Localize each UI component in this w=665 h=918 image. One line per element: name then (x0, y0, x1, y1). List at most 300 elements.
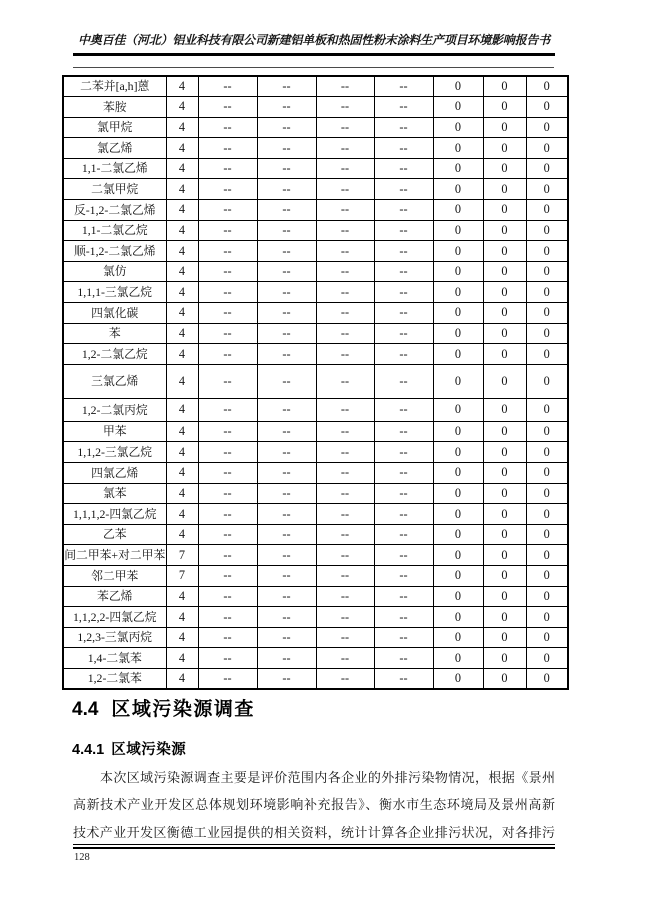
value-cell: -- (257, 344, 316, 365)
table-row (63, 607, 568, 628)
value-cell: -- (257, 138, 316, 159)
value-cell: -- (257, 668, 316, 689)
value-cell: -- (257, 303, 316, 324)
value-cell: 4 (166, 138, 198, 159)
pollutant-name-cell: 1,1-二氯乙烯 (63, 158, 166, 179)
pollutant-name-cell: 1,2-二氯苯 (63, 668, 166, 689)
table-row (63, 76, 568, 97)
table-row (63, 261, 568, 282)
value-cell: 0 (526, 398, 568, 421)
table-continuation-rule (73, 67, 554, 68)
value-cell: 0 (526, 364, 568, 398)
pollutant-name-cell: 1,1,1-三氯乙烷 (63, 282, 166, 303)
value-cell: 0 (526, 220, 568, 241)
value-cell: -- (374, 442, 433, 463)
value-cell: 0 (526, 565, 568, 586)
value-cell: 0 (526, 179, 568, 200)
value-cell: 0 (483, 117, 526, 138)
value-cell: -- (316, 179, 374, 200)
value-cell: -- (198, 97, 257, 118)
value-cell: -- (198, 524, 257, 545)
value-cell: -- (257, 241, 316, 262)
value-cell: 4 (166, 586, 198, 607)
value-cell: 0 (483, 524, 526, 545)
value-cell: -- (198, 158, 257, 179)
value-cell: 0 (433, 138, 483, 159)
value-cell: 0 (433, 200, 483, 221)
value-cell: 0 (483, 344, 526, 365)
value-cell: 0 (433, 97, 483, 118)
value-cell: -- (374, 179, 433, 200)
pollutant-name-cell: 1,2-二氯乙烷 (63, 344, 166, 365)
value-cell: 4 (166, 303, 198, 324)
value-cell: 0 (433, 545, 483, 566)
table-row (63, 504, 568, 525)
value-cell: -- (316, 442, 374, 463)
value-cell: 0 (483, 261, 526, 282)
value-cell: 0 (433, 463, 483, 484)
value-cell: -- (374, 261, 433, 282)
value-cell: 0 (433, 607, 483, 628)
pollutant-name-cell: 氯甲烷 (63, 117, 166, 138)
table-row (63, 179, 568, 200)
value-cell: 4 (166, 179, 198, 200)
value-cell: -- (374, 323, 433, 344)
value-cell: -- (198, 607, 257, 628)
value-cell: 0 (433, 668, 483, 689)
value-cell: -- (316, 565, 374, 586)
value-cell: 0 (433, 504, 483, 525)
value-cell: 0 (483, 179, 526, 200)
value-cell: 0 (526, 261, 568, 282)
value-cell: 0 (433, 586, 483, 607)
value-cell: -- (374, 76, 433, 97)
value-cell: 0 (526, 117, 568, 138)
value-cell: -- (198, 463, 257, 484)
value-cell: -- (316, 545, 374, 566)
value-cell: -- (374, 200, 433, 221)
value-cell: 0 (526, 607, 568, 628)
value-cell: 0 (483, 138, 526, 159)
table-row (63, 220, 568, 241)
table-row (63, 421, 568, 442)
pollutant-name-cell: 二苯并[a,h]蒽 (63, 76, 166, 97)
value-cell: -- (257, 364, 316, 398)
value-cell: 4 (166, 117, 198, 138)
value-cell: 0 (433, 282, 483, 303)
table-row (63, 483, 568, 504)
section-heading (72, 694, 255, 721)
value-cell: 0 (483, 627, 526, 648)
value-cell: -- (257, 463, 316, 484)
value-cell: 0 (433, 76, 483, 97)
value-cell: 0 (433, 627, 483, 648)
value-cell: -- (316, 586, 374, 607)
value-cell: 0 (526, 344, 568, 365)
value-cell: -- (257, 545, 316, 566)
value-cell: -- (374, 627, 433, 648)
table-row (63, 586, 568, 607)
value-cell: 4 (166, 442, 198, 463)
value-cell: 0 (483, 463, 526, 484)
table-row (63, 241, 568, 262)
pollutant-name-cell: 氯苯 (63, 483, 166, 504)
pollutant-name-cell: 1,2-二氯丙烷 (63, 398, 166, 421)
value-cell: -- (374, 586, 433, 607)
table-row (63, 364, 568, 398)
value-cell: -- (198, 627, 257, 648)
value-cell: 0 (483, 200, 526, 221)
pollutant-name-cell: 苯乙烯 (63, 586, 166, 607)
paragraph-line: 高新技术产业开发区总体规划环境影响补充报告》、衡水市生态环境局及景州高新 (73, 797, 555, 813)
table-row (63, 303, 568, 324)
pollutant-name-cell: 1,4-二氯苯 (63, 648, 166, 669)
value-cell: -- (316, 483, 374, 504)
table-row (63, 463, 568, 484)
value-cell: 0 (433, 524, 483, 545)
value-cell: 4 (166, 97, 198, 118)
page-number: 128 (74, 852, 90, 863)
value-cell: -- (198, 586, 257, 607)
pollutant-name-cell: 1,1,2-三氯乙烷 (63, 442, 166, 463)
value-cell: -- (316, 344, 374, 365)
value-cell: -- (257, 504, 316, 525)
value-cell: 0 (526, 627, 568, 648)
value-cell: -- (374, 344, 433, 365)
value-cell: 0 (526, 421, 568, 442)
value-cell: -- (316, 261, 374, 282)
value-cell: -- (198, 179, 257, 200)
value-cell: -- (198, 323, 257, 344)
value-cell: -- (374, 504, 433, 525)
value-cell: 0 (526, 97, 568, 118)
table-row (63, 344, 568, 365)
table-row (63, 524, 568, 545)
pollutant-name-cell: 甲苯 (63, 421, 166, 442)
value-cell: -- (374, 483, 433, 504)
value-cell: -- (198, 303, 257, 324)
table-row (63, 282, 568, 303)
table-row (63, 565, 568, 586)
value-cell: -- (316, 220, 374, 241)
value-cell: -- (316, 117, 374, 138)
value-cell: -- (316, 282, 374, 303)
value-cell: -- (257, 76, 316, 97)
value-cell: -- (198, 200, 257, 221)
value-cell: -- (257, 200, 316, 221)
value-cell: 0 (483, 565, 526, 586)
value-cell: -- (257, 442, 316, 463)
section-heading-title: 区域污染源调查 (111, 699, 255, 720)
value-cell: -- (198, 117, 257, 138)
value-cell: 0 (433, 323, 483, 344)
value-cell: -- (198, 398, 257, 421)
table-row (63, 648, 568, 669)
value-cell: -- (198, 565, 257, 586)
value-cell: 0 (526, 524, 568, 545)
value-cell: -- (316, 97, 374, 118)
value-cell: -- (374, 565, 433, 586)
value-cell: 4 (166, 483, 198, 504)
value-cell: -- (374, 282, 433, 303)
value-cell: -- (316, 668, 374, 689)
value-cell: -- (316, 463, 374, 484)
value-cell: 4 (166, 524, 198, 545)
value-cell: 0 (483, 504, 526, 525)
value-cell: -- (198, 138, 257, 159)
value-cell: -- (257, 97, 316, 118)
value-cell: -- (257, 421, 316, 442)
value-cell: 4 (166, 344, 198, 365)
pollutant-name-cell: 乙苯 (63, 524, 166, 545)
value-cell: 0 (526, 138, 568, 159)
pollutant-name-cell: 四氯化碳 (63, 303, 166, 324)
value-cell: -- (374, 463, 433, 484)
pollutant-table-body (63, 76, 568, 689)
value-cell: 4 (166, 220, 198, 241)
value-cell: -- (316, 76, 374, 97)
value-cell: 4 (166, 421, 198, 442)
value-cell: 0 (483, 364, 526, 398)
value-cell: -- (316, 138, 374, 159)
table-row (63, 442, 568, 463)
value-cell: -- (374, 545, 433, 566)
pollutant-name-cell: 1,2,3-三氯丙烷 (63, 627, 166, 648)
value-cell: -- (374, 303, 433, 324)
section-heading-number: 4.4 (72, 699, 99, 720)
value-cell: -- (316, 200, 374, 221)
pollutant-name-cell: 二氯甲烷 (63, 179, 166, 200)
table-row (63, 668, 568, 689)
value-cell: -- (198, 648, 257, 669)
value-cell: -- (198, 668, 257, 689)
value-cell: -- (257, 483, 316, 504)
body-paragraph (73, 764, 555, 846)
value-cell: -- (374, 668, 433, 689)
value-cell: -- (257, 158, 316, 179)
value-cell: -- (316, 607, 374, 628)
value-cell: -- (257, 607, 316, 628)
value-cell: -- (316, 398, 374, 421)
value-cell: 4 (166, 648, 198, 669)
subsection-heading-number: 4.4.1 (72, 742, 105, 758)
value-cell: -- (374, 364, 433, 398)
table-row (63, 398, 568, 421)
value-cell: 0 (483, 648, 526, 669)
value-cell: 4 (166, 241, 198, 262)
value-cell: 0 (526, 323, 568, 344)
value-cell: 0 (526, 463, 568, 484)
value-cell: 0 (483, 483, 526, 504)
value-cell: 4 (166, 323, 198, 344)
value-cell: -- (316, 627, 374, 648)
paragraph-line: 本次区域污染源调查主要是评价范围内各企业的外排污染物情况，根据《景州 (100, 770, 555, 785)
value-cell: -- (257, 117, 316, 138)
value-cell: -- (316, 158, 374, 179)
value-cell: 0 (483, 220, 526, 241)
value-cell: 0 (526, 200, 568, 221)
value-cell: 0 (433, 344, 483, 365)
table-row (63, 117, 568, 138)
value-cell: -- (374, 607, 433, 628)
value-cell: 4 (166, 668, 198, 689)
value-cell: 0 (483, 323, 526, 344)
value-cell: 0 (433, 364, 483, 398)
value-cell: 0 (526, 158, 568, 179)
value-cell: -- (316, 303, 374, 324)
value-cell: 0 (526, 76, 568, 97)
pollutant-name-cell: 三氯乙烯 (63, 364, 166, 398)
value-cell: 0 (433, 220, 483, 241)
value-cell: 0 (483, 421, 526, 442)
value-cell: -- (374, 158, 433, 179)
value-cell: 0 (483, 282, 526, 303)
value-cell: 0 (433, 117, 483, 138)
value-cell: -- (198, 76, 257, 97)
value-cell: 0 (483, 668, 526, 689)
value-cell: -- (374, 524, 433, 545)
value-cell: -- (257, 398, 316, 421)
value-cell: -- (257, 524, 316, 545)
value-cell: -- (316, 524, 374, 545)
table-row (63, 323, 568, 344)
pollutant-name-cell: 苯胺 (63, 97, 166, 118)
value-cell: 0 (483, 158, 526, 179)
value-cell: 0 (433, 303, 483, 324)
value-cell: 0 (433, 261, 483, 282)
value-cell: 0 (483, 442, 526, 463)
value-cell: 0 (483, 241, 526, 262)
value-cell: 0 (526, 545, 568, 566)
value-cell: -- (257, 627, 316, 648)
value-cell: 0 (526, 504, 568, 525)
pollutant-name-cell: 苯 (63, 323, 166, 344)
value-cell: 0 (483, 398, 526, 421)
value-cell: 0 (483, 545, 526, 566)
value-cell: -- (198, 545, 257, 566)
value-cell: -- (316, 504, 374, 525)
value-cell: 0 (433, 483, 483, 504)
value-cell: 0 (433, 565, 483, 586)
value-cell: 4 (166, 607, 198, 628)
pollutant-name-cell: 间二甲苯+对二甲苯 (63, 545, 166, 566)
table-row (63, 200, 568, 221)
value-cell: -- (257, 565, 316, 586)
value-cell: 4 (166, 463, 198, 484)
value-cell: 0 (526, 282, 568, 303)
pollutant-name-cell: 1,1-二氯乙烷 (63, 220, 166, 241)
value-cell: 0 (433, 648, 483, 669)
value-cell: 0 (433, 442, 483, 463)
value-cell: -- (198, 261, 257, 282)
value-cell: 0 (483, 97, 526, 118)
value-cell: -- (198, 364, 257, 398)
pollutant-name-cell: 四氯乙烯 (63, 463, 166, 484)
value-cell: -- (374, 97, 433, 118)
value-cell: 7 (166, 545, 198, 566)
value-cell: -- (374, 117, 433, 138)
header-rule (73, 53, 555, 56)
pollutant-monitoring-table (62, 75, 569, 690)
value-cell: 0 (526, 241, 568, 262)
value-cell: -- (198, 421, 257, 442)
value-cell: 4 (166, 200, 198, 221)
table-row (63, 545, 568, 566)
value-cell: 0 (483, 76, 526, 97)
value-cell: 4 (166, 158, 198, 179)
subsection-heading (72, 738, 186, 759)
value-cell: 0 (526, 442, 568, 463)
value-cell: -- (257, 179, 316, 200)
value-cell: -- (316, 323, 374, 344)
value-cell: -- (374, 648, 433, 669)
value-cell: -- (198, 282, 257, 303)
subsection-heading-title: 区域污染源 (111, 742, 187, 758)
pollutant-name-cell: 氯仿 (63, 261, 166, 282)
value-cell: -- (257, 220, 316, 241)
value-cell: 0 (483, 303, 526, 324)
value-cell: -- (374, 241, 433, 262)
value-cell: -- (374, 138, 433, 159)
value-cell: -- (316, 648, 374, 669)
value-cell: -- (198, 344, 257, 365)
table-row (63, 138, 568, 159)
value-cell: -- (257, 323, 316, 344)
value-cell: 4 (166, 504, 198, 525)
paragraph-line: 技术产业开发区衡德工业园提供的相关资料，统计计算各企业排污状况，对各排污 (73, 824, 555, 840)
table-row (63, 627, 568, 648)
value-cell: -- (198, 241, 257, 262)
value-cell: 0 (526, 586, 568, 607)
value-cell: 0 (526, 483, 568, 504)
value-cell: 0 (526, 303, 568, 324)
table-row (63, 158, 568, 179)
pollutant-name-cell: 1,1,1,2-四氯乙烷 (63, 504, 166, 525)
footer-rule (73, 844, 555, 849)
pollutant-name-cell: 邻二甲苯 (63, 565, 166, 586)
value-cell: -- (374, 398, 433, 421)
value-cell: -- (198, 442, 257, 463)
report-header-title: 中奥百佳（河北）铝业科技有限公司新建铝单板和热固性粉末涂料生产项目环境影响报告书 (77, 33, 550, 47)
value-cell: 4 (166, 76, 198, 97)
pollutant-name-cell: 氯乙烯 (63, 138, 166, 159)
value-cell: 0 (433, 421, 483, 442)
table-row (63, 97, 568, 118)
value-cell: 0 (483, 607, 526, 628)
value-cell: 4 (166, 627, 198, 648)
value-cell: 0 (526, 668, 568, 689)
value-cell: 4 (166, 261, 198, 282)
value-cell: -- (374, 220, 433, 241)
value-cell: -- (257, 586, 316, 607)
value-cell: -- (198, 504, 257, 525)
value-cell: -- (257, 261, 316, 282)
value-cell: 0 (433, 241, 483, 262)
pollutant-name-cell: 1,1,2,2-四氯乙烷 (63, 607, 166, 628)
value-cell: -- (198, 220, 257, 241)
value-cell: -- (198, 483, 257, 504)
value-cell: 0 (483, 586, 526, 607)
value-cell: 7 (166, 565, 198, 586)
value-cell: 4 (166, 398, 198, 421)
value-cell: 0 (433, 158, 483, 179)
value-cell: 0 (433, 179, 483, 200)
value-cell: 4 (166, 282, 198, 303)
value-cell: 4 (166, 364, 198, 398)
value-cell: -- (374, 421, 433, 442)
value-cell: -- (316, 421, 374, 442)
value-cell: 0 (526, 648, 568, 669)
